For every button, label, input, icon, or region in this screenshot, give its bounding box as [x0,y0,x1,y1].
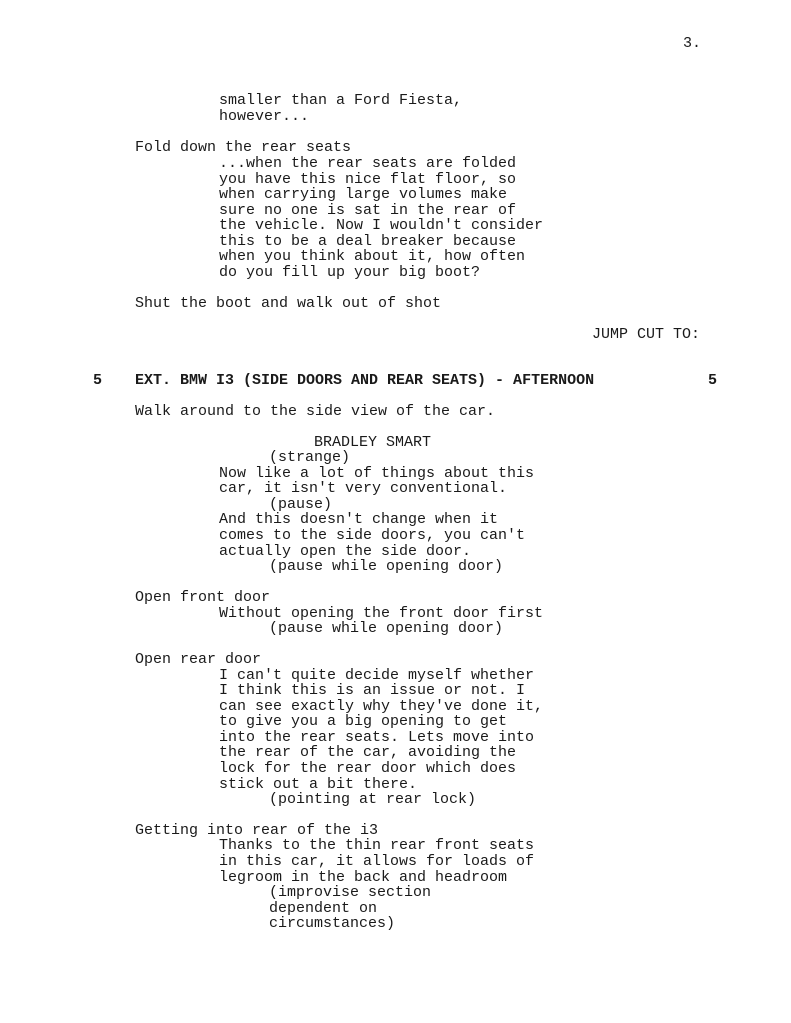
parenthetical: (pointing at rear lock) [269,791,477,808]
parenthetical: (pause while opening door) [269,620,504,637]
dialogue-line: legroom in the back and headroom [219,869,508,886]
dialogue-line: can see exactly why they've done it, [219,698,544,715]
dialogue-line: And this doesn't change when it [219,511,499,528]
dialogue-line: in this car, it allows for loads of [219,853,535,870]
dialogue-line: stick out a bit there. [219,776,418,793]
action-line: Fold down the rear seats [135,139,352,156]
parenthetical: circumstances) [269,915,396,932]
parenthetical: (pause) [269,496,333,513]
dialogue-line: the vehicle. Now I wouldn't consider [219,217,544,234]
character-name: BRADLEY SMART [314,434,432,451]
parenthetical: (strange) [269,449,351,466]
dialogue-line: to give you a big opening to get [219,713,508,730]
dialogue-line: Now like a lot of things about this [219,465,535,482]
dialogue-line: I think this is an issue or not. I [219,682,526,699]
dialogue-line: you have this nice flat floor, so [219,171,517,188]
dialogue-line: Thanks to the thin rear front seats [219,837,535,854]
dialogue-line: this to be a deal breaker because [219,233,517,250]
dialogue-line: comes to the side doors, you can't [219,527,526,544]
dialogue-line: however... [219,108,310,125]
dialogue-line: Without opening the front door first [219,605,544,622]
scene-heading: EXT. BMW I3 (SIDE DOORS AND REAR SEATS) - AFTERNOON [135,372,595,389]
parenthetical: (pause while opening door) [269,558,504,575]
action-line: Open front door [135,589,271,606]
scene-number-right: 5 [708,372,718,389]
action-line: Getting into rear of the i3 [135,822,379,839]
action-line: Shut the boot and walk out of shot [135,295,442,312]
dialogue-line: I can't quite decide myself whether [219,667,535,684]
page-number: 3. [683,35,702,52]
dialogue-line: smaller than a Ford Fiesta, [219,92,463,109]
transition: JUMP CUT TO: [592,326,701,343]
dialogue-line: into the rear seats. Lets move into [219,729,535,746]
dialogue-line: ...when the rear seats are folded [219,155,517,172]
parenthetical: dependent on [269,900,378,917]
dialogue-line: do you fill up your big boot? [219,264,481,281]
action-line: Open rear door [135,651,262,668]
dialogue-line: when carrying large volumes make [219,186,508,203]
dialogue-line: when you think about it, how often [219,248,526,265]
action-line: Walk around to the side view of the car. [135,403,496,420]
parenthetical: (improvise section [269,884,432,901]
dialogue-line: car, it isn't very conventional. [219,480,508,497]
dialogue-line: sure no one is sat in the rear of [219,202,517,219]
scene-number-left: 5 [93,372,103,389]
dialogue-line: lock for the rear door which does [219,760,517,777]
dialogue-line: actually open the side door. [219,543,472,560]
dialogue-line: the rear of the car, avoiding the [219,744,517,761]
